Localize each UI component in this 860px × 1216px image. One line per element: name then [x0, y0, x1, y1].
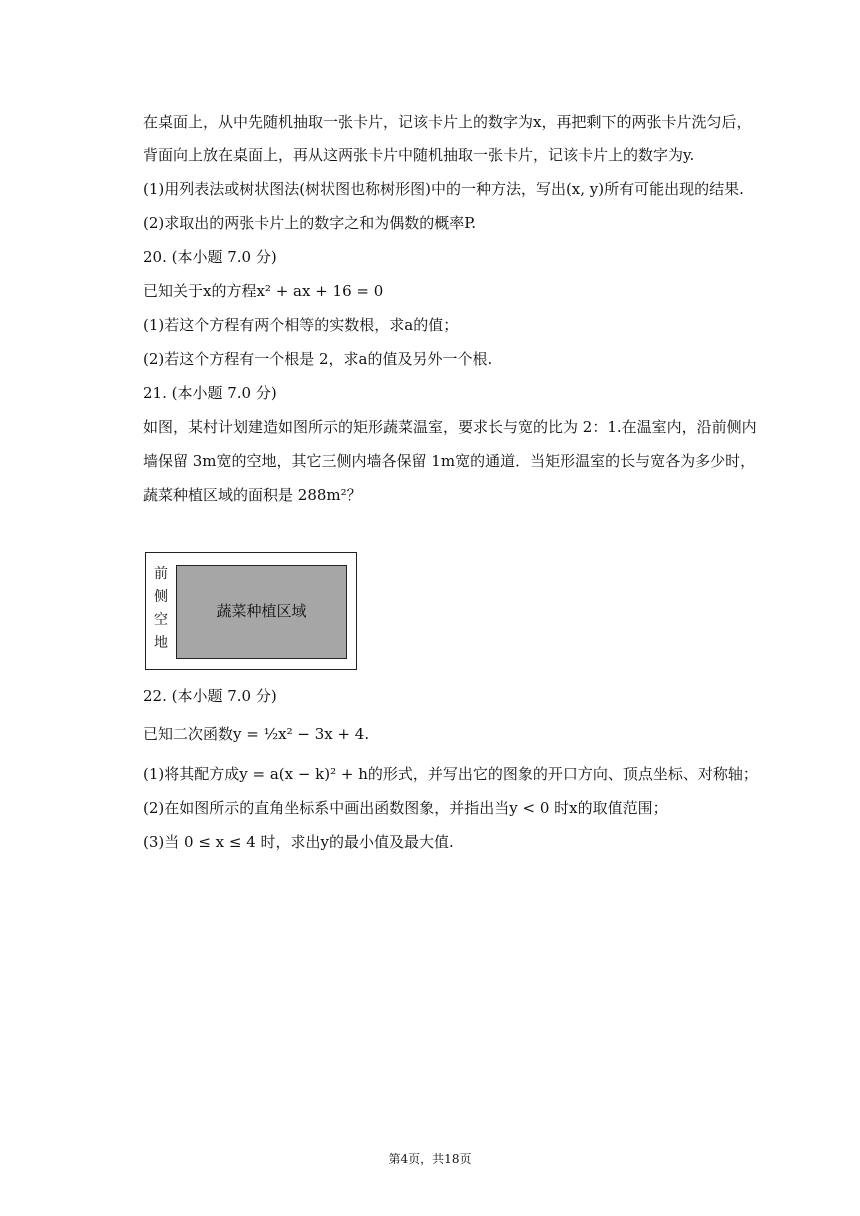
question-part: (2)在如图所示的直角坐标系中画出函数图象，并指出当y < 0 时x的取值范围； [143, 799, 668, 817]
question-header: 22. (本小题 7.0 分) [143, 687, 277, 705]
text-line: 在桌面上，从中先随机抽取一张卡片，记该卡片上的数字为x，再把剩下的两张卡片洗匀后， [143, 113, 752, 131]
planting-area-label: 蔬菜种植区域 [216, 602, 307, 620]
question-part: (2)若这个方程有一个根是 2，求a的值及另外一个根. [143, 350, 493, 368]
question-stem: 如图，某村计划建造如图所示的矩形蔬菜温室，要求长与宽的比为 2：1.在温室内，沿前侧内 [143, 418, 757, 436]
question-header: 20. (本小题 7.0 分) [143, 248, 277, 266]
text-line: (1)用列表法或树状图法(树状图也称树形图)中的一种方法，写出(x, y)所有可能出现的结果. [143, 180, 744, 198]
text-line: (2)求取出的两张卡片上的数字之和为偶数的概率P. [143, 214, 477, 232]
text-line: 背面向上放在桌面上，再从这两张卡片中随机抽取一张卡片，记该卡片上的数字为y. [143, 146, 695, 164]
question-part: (1)将其配方成y = a(x − k)² + h的形式，并写出它的图象的开口方向、顶点坐标、对称轴； [143, 765, 758, 783]
question-stem: 已知二次函数y = ½x² − 3x + 4. [143, 725, 370, 743]
question-part: (1)若这个方程有两个相等的实数根，求a的值； [143, 316, 459, 334]
planting-area [176, 565, 347, 659]
side-char: 侧 [154, 589, 168, 605]
question-header: 21. (本小题 7.0 分) [143, 384, 277, 402]
question-stem: 已知关于x的方程x² + ax + 16 = 0 [143, 282, 384, 300]
question-part: (3)当 0 ≤ x ≤ 4 时，求出y的最小值及最大值. [143, 833, 454, 851]
side-char: 空 [154, 612, 168, 628]
front-empty-space-label [146, 563, 176, 655]
question-stem: 墙保留 3m宽的空地，其它三侧内墙各保留 1m宽的通道．当矩形温室的长与宽各为多少时， [143, 452, 756, 470]
question-stem: 蔬菜种植区域的面积是 288m²？ [143, 486, 362, 504]
side-char: 前 [154, 566, 168, 582]
side-char: 地 [154, 635, 168, 651]
greenhouse-diagram [145, 552, 357, 670]
page-footer: 第4页，共18页 [388, 1152, 472, 1166]
